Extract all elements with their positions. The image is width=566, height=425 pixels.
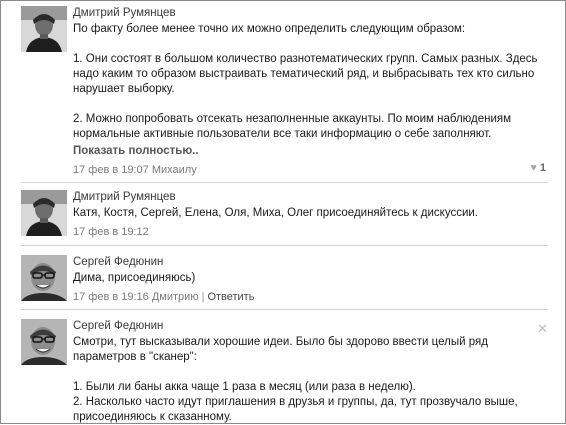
comment-divider [21, 182, 548, 183]
avatar[interactable] [21, 6, 67, 52]
comment-text: По факту более менее точно их можно определить следующим образом: 1. Они состоят в большом количество разнотематических групп. Самых разных. Здесь надо каким то образом выстраивать тематический ряд, и выбрасывать тех кто сильно нарушает выборку. 2. Можно попробовать отсекать незаполненные аккаунты. По моим наблюдениям нормальные активные пользователи все таки информацию о себе заполняют. [73, 23, 538, 140]
heart-icon: ♥ [530, 162, 537, 174]
comment-author[interactable]: Дмитрий Румянцев [73, 7, 176, 19]
avatar[interactable] [21, 255, 67, 301]
comment-author[interactable]: Дмитрий Румянцев [73, 191, 176, 203]
comment-body [73, 6, 548, 178]
comment-text: Смотри, тут высказывали хорошие идеи. Было бы здорово ввести целый ряд параметров в "сканер": 1. Были ли баны акка чаще 1 раза в месяц (или раза в неделю). 2. Насколько часто идут приглашения в друзья и группы, да, тут прозвучало выше, присоединяюсь к сказанному. [73, 336, 518, 423]
comment-body [73, 255, 548, 305]
close-icon[interactable]: ✕ [537, 321, 548, 336]
comment-reply-to[interactable]: Михаилу [151, 164, 197, 176]
avatar[interactable] [21, 190, 67, 236]
comment-meta [73, 225, 548, 240]
comment-divider [21, 245, 548, 246]
comment-meta [73, 163, 548, 178]
comment-author[interactable]: Сергей Федюнин [73, 256, 164, 268]
show-more-link[interactable]: Показать полностью.. [73, 145, 199, 157]
comment-body [73, 190, 548, 240]
comment-divider [21, 309, 548, 310]
comment-author[interactable]: Сергей Федюнин [73, 320, 164, 332]
like-button[interactable] [530, 161, 546, 176]
reply-button[interactable]: Ответить [207, 291, 255, 303]
comment-body [73, 319, 548, 425]
comment-text: Дима, присоединяюсь) [73, 272, 196, 284]
avatar[interactable] [21, 319, 67, 365]
like-count: 1 [539, 162, 546, 174]
comment-reply-to[interactable]: Дмитрию [151, 291, 199, 303]
comment-date[interactable]: 17 фев в 19:16 [73, 291, 149, 303]
comment-date[interactable]: 17 фев в 19:12 [73, 226, 149, 238]
meta-separator: | [201, 291, 205, 303]
comment-text: Катя, Костя, Сергей, Елена, Оля, Миха, Олег присоединяйтесь к дискуссии. [73, 207, 478, 219]
comment-meta [73, 290, 548, 305]
comment-date[interactable]: 17 фев в 19:07 [73, 164, 149, 176]
